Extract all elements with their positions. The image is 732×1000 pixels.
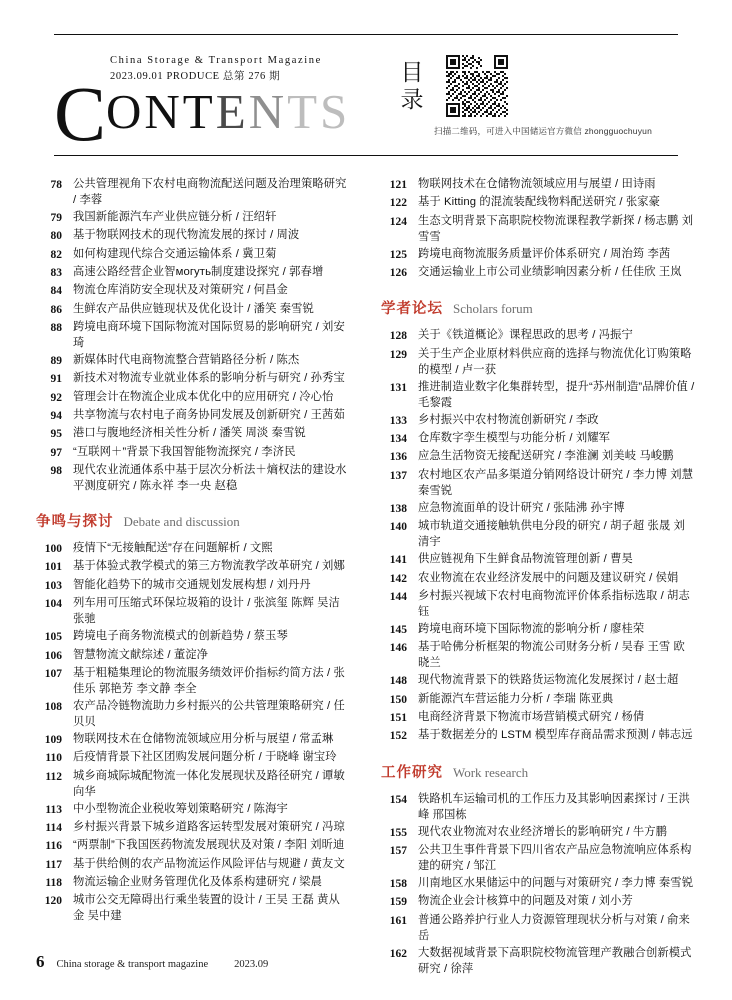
toc-entry-page: 162 — [389, 947, 407, 960]
toc-entry[interactable] — [381, 588, 696, 620]
toc-entry-page: 146 — [389, 642, 407, 655]
toc-entry[interactable] — [36, 407, 351, 424]
toc-entry[interactable] — [36, 892, 351, 924]
toc-entry-page: 118 — [45, 876, 62, 889]
qr-code — [446, 55, 508, 117]
toc-entry[interactable] — [381, 727, 696, 744]
toc-entry-title: 基于粗糙集理论的物流服务绩效评价指标约简方法 / 张佳乐 郭艳芳 李文静 李全 — [73, 666, 345, 695]
toc-entry-page: 144 — [389, 590, 407, 603]
toc-entry[interactable] — [36, 462, 351, 494]
toc-entry[interactable] — [36, 209, 351, 226]
toc-entry-title: 川南地区水果储运中的问题与对策研究 / 李力博 秦雪锐 — [418, 877, 694, 890]
toc-entry-title: 铁路机车运输司机的工作压力及其影响因素探讨 / 王洪峰 邢国栋 — [418, 792, 690, 821]
toc-entry[interactable] — [36, 731, 351, 748]
toc-entry-page: 126 — [389, 267, 407, 280]
section-heading-en: Scholars forum — [453, 301, 533, 317]
section-heading-en: Debate and discussion — [123, 514, 240, 530]
toc-entry[interactable] — [36, 352, 351, 369]
toc-entry-title: 物流企业会计核算中的问题及对策 / 刘小芳 — [418, 895, 633, 908]
toc-entry-title: 关于《铁道概论》课程思政的思考 / 冯振宁 — [418, 329, 633, 342]
toc-entry-title: 管理会计在物流企业成本优化中的应用研究 / 冷心怡 — [73, 390, 334, 403]
toc-entry-title: 物联网技术在仓储物流领域应用分析与展望 / 常孟琳 — [73, 732, 334, 745]
toc-entry[interactable] — [36, 647, 351, 664]
toc-entry[interactable] — [36, 282, 351, 299]
masthead-chinese-title: 目录 — [400, 60, 426, 113]
contents-columns — [36, 176, 696, 978]
toc-entry-title: 电商经济背景下物流市场营销模式研究 / 杨倩 — [418, 711, 645, 724]
toc-entry-title: 城市公交无障碍出行乘坐装置的设计 / 王吴 王磊 黄从金 吴中建 — [73, 894, 340, 923]
toc-entry-page: 95 — [50, 428, 62, 441]
toc-entry-title: 农业物流在农业经济发展中的问题及建议研究 / 侯娟 — [418, 571, 679, 584]
toc-entry-page: 120 — [44, 895, 62, 908]
toc-entry[interactable] — [381, 246, 696, 263]
toc-entry[interactable] — [381, 639, 696, 671]
toc-entry[interactable] — [36, 577, 351, 594]
toc-entry-page: 79 — [50, 212, 62, 225]
toc-entry-page: 133 — [389, 414, 407, 427]
toc-entry[interactable] — [381, 430, 696, 447]
top-rule — [54, 34, 678, 35]
toc-entry-page: 145 — [389, 623, 407, 636]
toc-entry-title: 交通运输业上市公司业绩影响因素分析 / 任佳欣 王岚 — [418, 266, 682, 279]
toc-entry-page: 137 — [389, 469, 407, 482]
toc-entry-title: 基于数据差分的 LSTM 模型库存商品需求预测 / 韩志远 — [418, 729, 693, 742]
toc-entry[interactable] — [36, 768, 351, 800]
toc-entry-page: 80 — [50, 230, 62, 243]
toc-entry-title: 农村地区农产品多渠道分销网络设计研究 / 李力博 刘慧 秦雪锐 — [418, 468, 694, 497]
toc-entry[interactable] — [381, 176, 696, 193]
toc-entry-title: 列车用可压缩式环保垃圾箱的设计 / 张滨玺 陈辉 吴洁 张驰 — [73, 597, 340, 626]
toc-entry[interactable] — [36, 227, 351, 244]
toc-entry-page: 88 — [50, 322, 62, 335]
contents-right-column — [381, 176, 696, 978]
toc-entry-page: 100 — [44, 543, 62, 556]
toc-entry-title: 物流仓库消防安全现状及对策研究 / 何昌金 — [73, 284, 288, 297]
toc-entry-title: 跨境电商环境下国际物流对国际贸易的影响研究 / 刘安琦 — [73, 321, 345, 350]
toc-entry-title: 城乡商城际城配物流一体化发展现状及路径研究 / 谭敏向华 — [73, 769, 345, 798]
toc-entry[interactable] — [381, 467, 696, 499]
toc-entry[interactable] — [381, 691, 696, 708]
section-heading — [381, 761, 696, 782]
section-heading-cn: 争鸣与探讨 — [36, 514, 114, 531]
toc-entry-page: 121 — [389, 179, 407, 191]
toc-entry-title: 现代物流背景下的铁路货运物流化发展探讨 / 赵士超 — [418, 674, 679, 687]
toc-entry-page: 140 — [389, 521, 407, 534]
toc-entry[interactable] — [36, 389, 351, 406]
masthead-english-title: China Storage & Transport Magazine — [110, 55, 322, 66]
toc-entry-page: 94 — [50, 410, 62, 423]
toc-entry-title: 现代农业物流对农业经济增长的影响研究 / 牛方鹏 — [418, 825, 668, 838]
toc-entry[interactable] — [381, 518, 696, 550]
toc-entry-page: 105 — [44, 631, 62, 644]
toc-entry-page: 92 — [50, 391, 62, 404]
footer-page-number: 6 — [36, 952, 45, 971]
toc-entry-page: 134 — [389, 433, 407, 446]
toc-entry-title: 基于 Kitting 的混流装配线物料配送研究 / 张家豪 — [418, 196, 661, 209]
toc-entry[interactable] — [381, 412, 696, 429]
toc-entry-title: 中小型物流企业税收筹划策略研究 / 陈海宇 — [73, 802, 288, 815]
toc-entry-page: 83 — [50, 267, 62, 280]
contents-wordmark: CONTENTS — [54, 69, 351, 157]
toc-entry-title: “两票制”下我国医药物流发展现状及对策 / 李阳 刘昕迪 — [73, 839, 345, 852]
toc-entry-page: 148 — [389, 675, 407, 688]
toc-entry-title: “互联网＋”背景下我国智能物流探究 / 李济民 — [73, 445, 296, 458]
section-heading-cn: 工作研究 — [381, 764, 443, 781]
toc-entry[interactable] — [36, 301, 351, 318]
toc-entry[interactable] — [381, 500, 696, 517]
toc-entry[interactable] — [381, 379, 696, 411]
toc-entry-title: 智能化趋势下的城市交通规划发展构想 / 刘丹丹 — [73, 578, 311, 591]
toc-entry[interactable] — [36, 425, 351, 442]
toc-entry[interactable] — [36, 444, 351, 461]
toc-entry[interactable] — [381, 448, 696, 465]
toc-entry[interactable] — [381, 264, 696, 281]
toc-entry-page: 138 — [389, 502, 407, 515]
toc-entry-page: 112 — [45, 770, 62, 783]
toc-entry-title: 新技术对物流专业就业体系的影响分析与研究 / 孙秀宝 — [73, 372, 345, 385]
page-footer — [36, 952, 696, 972]
toc-entry-page: 116 — [45, 840, 62, 853]
section-heading-cn: 学者论坛 — [381, 301, 443, 318]
toc-entry-title: 公共卫生事件背景下四川省农产品应急物流响应体系构建的研究 / 邹江 — [418, 844, 692, 873]
toc-entry-title: 基于供给侧的农产品物流运作风险评估与规避 / 黄友文 — [73, 857, 345, 870]
toc-entry-page: 161 — [389, 914, 407, 927]
toc-entry[interactable] — [381, 875, 696, 892]
toc-entry-title: 大数据视域背景下高职院校物流管理产教融合创新模式研究 / 徐萍 — [418, 946, 692, 975]
toc-entry-title: 推进制造业数字化集群转型，提升“苏州制造”品牌价值 / 毛黎霞 — [418, 380, 695, 409]
toc-entry[interactable] — [36, 595, 351, 627]
toc-entry-page: 113 — [45, 803, 62, 816]
toc-entry-title: 如何构建现代综合交通运输体系 / 冀卫菊 — [73, 247, 277, 260]
toc-entry-title: 物流运输企业财务管理优化及体系构建研究 / 梁晨 — [73, 875, 323, 888]
toc-entry[interactable] — [381, 570, 696, 587]
toc-entry-page: 158 — [389, 878, 407, 891]
qr-caption: 扫描二维码，可进入中国储运官方微信 zhongguochuyun — [434, 126, 653, 136]
toc-entry-page: 101 — [44, 561, 62, 574]
toc-entry[interactable] — [36, 370, 351, 387]
toc-entry-page: 151 — [389, 712, 407, 725]
masthead-bottom-rule — [54, 155, 678, 156]
toc-entry-title: 物联网技术在仓储物流领域应用与展望 / 田诗雨 — [418, 178, 656, 190]
toc-entry-page: 106 — [44, 649, 62, 662]
toc-entry-title: 关于生产企业原材料供应商的选择与物流优化订购策略的模型 / 卢一获 — [418, 347, 692, 376]
toc-entry-title: 城市轨道交通接触轨供电分段的研究 / 胡子超 张晟 刘清宇 — [418, 520, 685, 549]
toc-entry-title: 供应链视角下生鲜食品物流管理创新 / 曹昊 — [418, 553, 633, 566]
toc-entry[interactable] — [36, 856, 351, 873]
toc-entry[interactable] — [381, 551, 696, 568]
toc-entry-title: 乡村振兴背景下城乡道路客运转型发展对策研究 / 冯琼 — [73, 821, 345, 833]
toc-entry[interactable] — [36, 540, 351, 557]
toc-entry-title: 后疫情背景下社区团购发展问题分析 / 于晓峰 谢宝玲 — [73, 751, 337, 764]
toc-entry-title: 应急生活物资无接配送研究 / 李淮澜 刘美岐 马峻鹏 — [418, 450, 674, 463]
toc-entry-page: 142 — [389, 572, 407, 585]
footer-magazine-name: China storage & transport magazine — [56, 959, 209, 970]
toc-entry[interactable] — [36, 874, 351, 891]
toc-entry-title: 应急物流面单的设计研究 / 张陆沸 孙宇博 — [418, 501, 625, 514]
toc-entry-title: 疫情下“无接触配送”存在问题解析 / 文熙 — [73, 542, 273, 555]
toc-entry-title: 生态文明背景下高职院校物流课程教学新探 / 杨志鹏 刘雪雪 — [418, 214, 694, 243]
toc-entry[interactable] — [36, 801, 351, 818]
section-heading — [36, 510, 351, 531]
toc-entry-title: 共享物流与农村电子商务协同发展及创新研究 / 王茜茹 — [73, 409, 345, 422]
toc-entry-title: 高速公路经营企业智могуть制度建设探究 / 郭春增 — [73, 266, 324, 279]
toc-entry[interactable] — [36, 558, 351, 575]
toc-entry[interactable] — [381, 213, 696, 245]
toc-entry[interactable] — [381, 842, 696, 874]
toc-entry-title: 基于体验式教学模式的第三方物流教学改革研究 / 刘娜 — [73, 560, 345, 573]
toc-entry-page: 109 — [44, 733, 62, 746]
toc-entry-title: 跨境电子商务物流模式的创新趋势 / 蔡玉琴 — [73, 630, 288, 643]
toc-entry[interactable] — [381, 621, 696, 638]
toc-entry-page: 107 — [44, 667, 62, 680]
toc-entry-page: 91 — [50, 373, 62, 386]
toc-entry-title: 跨境电商物流服务质量评价体系研究 / 周治筠 李茜 — [418, 247, 671, 260]
toc-entry-page: 159 — [389, 896, 407, 909]
toc-entry[interactable] — [36, 246, 351, 263]
toc-entry-page: 89 — [50, 355, 62, 368]
toc-entry-page: 84 — [50, 285, 62, 298]
toc-entry-page: 129 — [389, 348, 407, 361]
toc-entry-page: 154 — [389, 793, 407, 806]
toc-entry[interactable] — [381, 327, 696, 344]
toc-entry-page: 104 — [44, 598, 62, 611]
toc-entry-page: 122 — [389, 197, 407, 210]
toc-entry[interactable] — [381, 672, 696, 689]
toc-entry[interactable] — [381, 912, 696, 944]
toc-entry-title: 乡村振兴中农村物流创新研究 / 李政 — [418, 413, 599, 426]
toc-entry-title: 乡村振兴视域下农村电商物流评价体系指标选取 / 胡志钰 — [418, 589, 690, 618]
toc-entry[interactable] — [36, 176, 351, 208]
toc-entry-title: 生鲜农产品供应链现状及优化设计 / 潘笑 秦雪锐 — [73, 302, 314, 315]
toc-entry-title: 公共管理视角下农村电商物流配送问题及治理策略研究 / 李蓉 — [73, 178, 347, 207]
toc-entry-title: 仓库数字孪生模型与功能分析 / 刘耀军 — [418, 432, 611, 445]
toc-entry[interactable] — [36, 698, 351, 730]
toc-entry[interactable] — [36, 628, 351, 645]
footer-date: 2023.09 — [234, 959, 269, 970]
toc-entry[interactable] — [36, 319, 351, 351]
toc-entry[interactable] — [36, 264, 351, 281]
toc-entry-title: 基于哈佛分析框架的物流公司财务分析 / 吴春 王雪 欧晓兰 — [418, 641, 685, 670]
toc-entry-page: 131 — [389, 381, 407, 394]
toc-entry[interactable] — [381, 791, 696, 823]
toc-entry-page: 97 — [50, 446, 62, 459]
toc-entry[interactable] — [36, 665, 351, 697]
toc-entry-page: 152 — [389, 730, 407, 743]
toc-entry[interactable] — [381, 194, 696, 211]
toc-entry-page: 98 — [50, 465, 62, 478]
toc-entry-page: 124 — [389, 215, 407, 228]
toc-entry[interactable] — [36, 837, 351, 854]
toc-entry-title: 农产品冷链物流助力乡村振兴的公共管理策略研究 / 任贝贝 — [73, 699, 345, 728]
toc-entry-page: 155 — [389, 826, 407, 839]
toc-entry-page: 114 — [45, 822, 62, 834]
toc-entry-page: 136 — [389, 451, 407, 464]
section-heading-en: Work research — [453, 764, 529, 780]
toc-entry-title: 我国新能源汽车产业供应链分析 / 汪绍轩 — [73, 211, 277, 224]
toc-entry-title: 智慧物流文献综述 / 董淀净 — [73, 648, 209, 661]
toc-entry-page: 103 — [44, 579, 62, 592]
toc-entry-title: 跨境电商环境下国际物流的影响分析 / 廖桂荣 — [418, 622, 645, 635]
toc-entry-page: 108 — [44, 700, 62, 713]
toc-entry-title: 普通公路养护行业人力资源管理现状分析与对策 / 俞来岳 — [418, 913, 690, 942]
toc-entry[interactable] — [36, 819, 351, 836]
toc-entry[interactable] — [381, 346, 696, 378]
toc-entry-title: 港口与腹地经济相关性分析 / 潘笑 周淡 秦雪锐 — [73, 427, 306, 440]
toc-entry-page: 86 — [50, 303, 62, 316]
toc-entry-title: 现代农业流通体系中基于层次分析法＋熵权法的建设水平测度研究 / 陈永祥 李一央 赵稳 — [73, 464, 347, 493]
toc-entry-page: 141 — [389, 554, 407, 567]
toc-entry-title: 新能源汽车营运能力分析 / 李瑞 陈亚典 — [418, 692, 614, 705]
toc-entry-page: 82 — [50, 248, 62, 261]
toc-entry-title: 新媒体时代电商物流整合营销路径分析 / 陈杰 — [73, 354, 300, 367]
masthead-issue-line: 2023.09.01 PRODUCE 总第 276 期 — [110, 70, 281, 82]
toc-entry[interactable] — [381, 824, 696, 841]
masthead — [54, 53, 678, 157]
toc-entry-page: 78 — [50, 179, 62, 191]
toc-entry-page: 157 — [389, 845, 407, 858]
contents-left-column — [36, 176, 351, 978]
toc-entry-page: 110 — [45, 752, 62, 765]
toc-entry-page: 150 — [389, 693, 407, 706]
toc-entry-title: 基于物联网技术的现代物流发展的探讨 / 周波 — [73, 229, 300, 242]
toc-entry-page: 125 — [389, 248, 407, 261]
toc-entry[interactable] — [36, 749, 351, 766]
toc-entry[interactable] — [381, 709, 696, 726]
masthead-left — [54, 53, 414, 157]
section-heading — [381, 297, 696, 318]
toc-entry-page: 117 — [45, 858, 62, 871]
toc-entry-page: 128 — [389, 330, 407, 343]
toc-entry[interactable] — [381, 893, 696, 910]
